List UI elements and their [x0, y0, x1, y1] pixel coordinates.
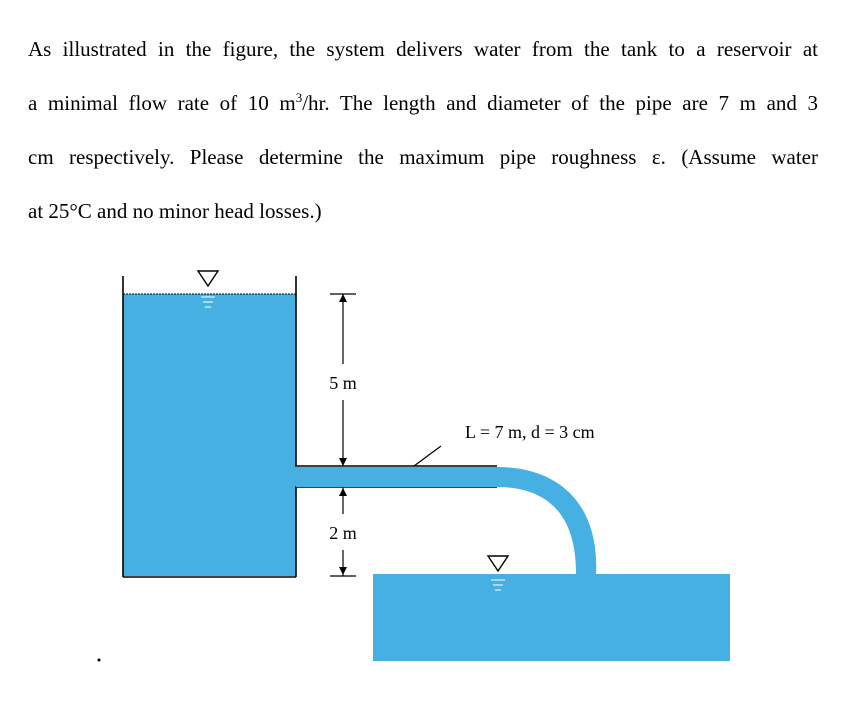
problem-line-4: at 25°C and no minor head losses.) [28, 199, 322, 223]
tank-surface-symbol [198, 271, 218, 286]
problem-line-3: cm respectively. Please determine the maximum pipe roughness ε. (Assume water [28, 145, 818, 169]
reservoir-surface-symbol [488, 556, 508, 571]
problem-line-1: As illustrated in the figure, the system delivers water from the tank to a reservoir at [28, 37, 818, 61]
depth-label: 5 m [329, 373, 357, 393]
pipe-water [296, 467, 497, 487]
cubic-superscript: 3 [295, 90, 303, 105]
drop-label: 2 m [329, 523, 357, 543]
pipe-label-leader [414, 446, 441, 466]
problem-line-2-end: /hr. The length and diameter of the pipe are 7 m and 3 [302, 91, 818, 115]
problem-line-2-start: a minimal flow rate of 10 m [28, 91, 296, 115]
outlet-stream [497, 467, 596, 576]
pipe-label: L = 7 m, d = 3 cm [465, 422, 595, 442]
tank-right-wall-lower [296, 487, 497, 577]
tank-water [123, 294, 296, 576]
reservoir-water [373, 574, 730, 661]
stray-dot [98, 659, 101, 662]
